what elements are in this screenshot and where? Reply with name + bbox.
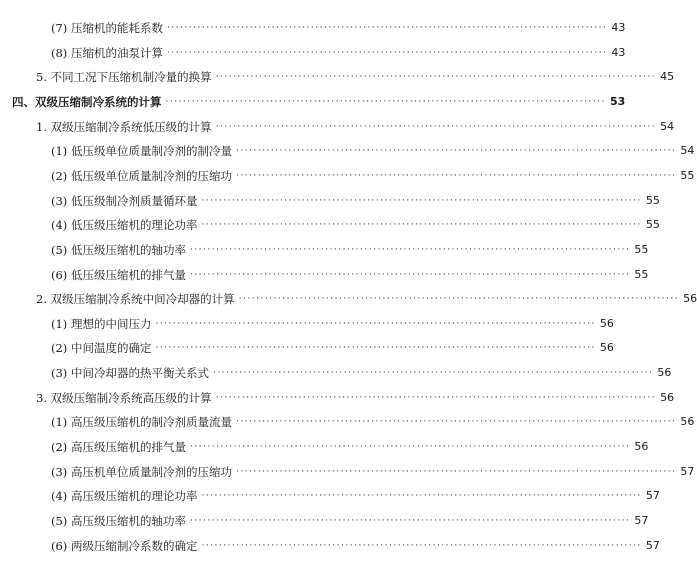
toc-chapter-entry (12, 93, 626, 111)
toc-entry-title: (2) 中间温度的确定 (51, 341, 152, 356)
toc-entry-title: (1) 低压级单位质量制冷剂的制冷量 (51, 144, 232, 159)
toc-page-number: 43 (611, 45, 626, 59)
toc-subsection-entry (51, 142, 695, 160)
toc-entry-title: (6) 两级压缩制冷系数的确定 (51, 538, 198, 553)
toc-entry-title: (5) 低压级压缩机的轴功率 (51, 242, 186, 257)
toc-subsection-entry (51, 315, 614, 333)
toc-dot-leader: ····································································································· (155, 343, 596, 354)
toc-subsection-entry (51, 512, 649, 530)
toc-subsection-entry (51, 438, 649, 456)
toc-page-number: 45 (660, 70, 675, 84)
toc-page-number: 57 (680, 464, 695, 478)
toc-entry-title: (2) 高压级压缩机的排气量 (51, 440, 186, 455)
toc-subsection-entry (51, 44, 626, 62)
toc-page-number: 56 (683, 292, 697, 306)
toc-subsection-entry (51, 216, 660, 234)
toc-section-entry (36, 290, 697, 308)
toc-entry-title: (1) 高压级压缩机的制冷剂质量流量 (51, 415, 232, 430)
toc-page-number: 43 (611, 21, 626, 34)
toc-dot-leader: ····································································································· (189, 244, 631, 255)
toc-entry-title: 2. 双级压缩制冷系统中间冷却器的计算 (36, 292, 235, 307)
toc-dot-leader: ····································································································· (235, 417, 677, 428)
toc-dot-leader: ····································································································· (166, 23, 608, 33)
toc-dot-leader: ····································································································· (235, 146, 677, 157)
toc-page-number: 55 (645, 218, 660, 232)
toc-section-entry (36, 68, 675, 86)
toc-entry-title: (3) 高压机单位质量制冷剂的压缩功 (51, 464, 232, 479)
toc-dot-leader: ····································································································· (165, 96, 606, 107)
toc-page-number: 56 (657, 366, 672, 380)
toc-page-number: 55 (645, 193, 660, 207)
toc-subsection-entry (51, 241, 649, 259)
toc-dot-leader: ····································································································· (215, 121, 657, 132)
toc-entry-title: (8) 压缩机的油泵计算 (51, 45, 163, 60)
toc-dot-leader: ····································································································· (238, 294, 680, 305)
toc-page-number: 57 (634, 514, 649, 527)
toc-page-number: 56 (599, 341, 614, 355)
toc-entry-title: (5) 高压级压缩机的轴功率 (51, 514, 186, 528)
toc-page-number: 55 (634, 242, 649, 256)
toc-subsection-entry (51, 413, 695, 431)
toc-section-entry (36, 389, 675, 407)
toc-entry-title: 5. 不同工况下压缩机制冷量的换算 (36, 70, 212, 85)
toc-dot-leader: ····································································································· (215, 72, 657, 83)
toc-entry-title: (7) 压缩机的能耗系数 (51, 21, 163, 35)
toc-dot-leader: ····································································································· (235, 170, 677, 181)
toc-dot-leader: ····································································································· (166, 47, 608, 58)
toc-entry-title: 四、双级压缩制冷系统的计算 (12, 94, 162, 109)
toc-dot-leader: ····································································································· (201, 220, 642, 231)
toc-subsection-entry (51, 463, 695, 481)
toc-entry-title: (3) 低压级制冷剂质量循环量 (51, 193, 198, 208)
toc-entry-title: (4) 高压级压缩机的理论功率 (51, 489, 198, 504)
toc-entry-title: (4) 低压级压缩机的理论功率 (51, 218, 198, 233)
toc-page-number: 57 (645, 489, 660, 503)
toc-dot-leader: ····································································································· (201, 195, 642, 206)
toc-dot-leader: ····································································································· (201, 540, 642, 551)
toc-page-number: 57 (645, 538, 660, 552)
toc-entry-title: (6) 低压级压缩机的排气量 (51, 267, 186, 282)
toc-dot-leader: ····································································································· (201, 491, 642, 502)
toc-page-number: 54 (680, 144, 695, 158)
toc-page-number: 55 (634, 267, 649, 281)
toc-subsection-entry (51, 364, 672, 382)
toc-subsection-entry (51, 167, 695, 185)
toc-entry-title: (2) 低压级单位质量制冷剂的压缩功 (51, 168, 232, 183)
toc-page-number: 55 (680, 168, 695, 182)
toc-dot-leader: ····································································································· (215, 392, 657, 403)
toc-dot-leader: ····································································································· (189, 442, 631, 453)
toc-entry-title: 3. 双级压缩制冷系统高压级的计算 (36, 390, 212, 405)
toc-subsection-entry (51, 537, 660, 555)
toc-dot-leader: ····································································································· (235, 466, 677, 477)
toc-subsection-entry (51, 192, 660, 210)
toc-page-number: 56 (660, 390, 675, 404)
toc-page-number: 56 (634, 440, 649, 454)
toc-dot-leader: ····································································································· (212, 368, 654, 379)
toc-page-number: 56 (680, 415, 695, 429)
toc-section-entry (36, 118, 675, 136)
toc-dot-leader: ····································································································· (189, 269, 631, 280)
toc-subsection-entry (51, 339, 614, 357)
toc-subsection-entry (51, 487, 660, 505)
toc-dot-leader: ····································································································· (155, 318, 596, 329)
toc-subsection-entry (51, 19, 626, 37)
toc-dot-leader: ····································································································· (189, 516, 631, 526)
toc-page-number: 54 (660, 119, 675, 133)
toc-entry-title: (3) 中间冷却器的热平衡关系式 (51, 366, 209, 381)
toc-page-number: 53 (609, 94, 626, 108)
toc-subsection-entry (51, 266, 649, 284)
toc-entry-title: 1. 双级压缩制冷系统低压级的计算 (36, 119, 212, 134)
toc-page-number: 56 (599, 316, 614, 330)
toc-entry-title: (1) 理想的中间压力 (51, 316, 152, 331)
